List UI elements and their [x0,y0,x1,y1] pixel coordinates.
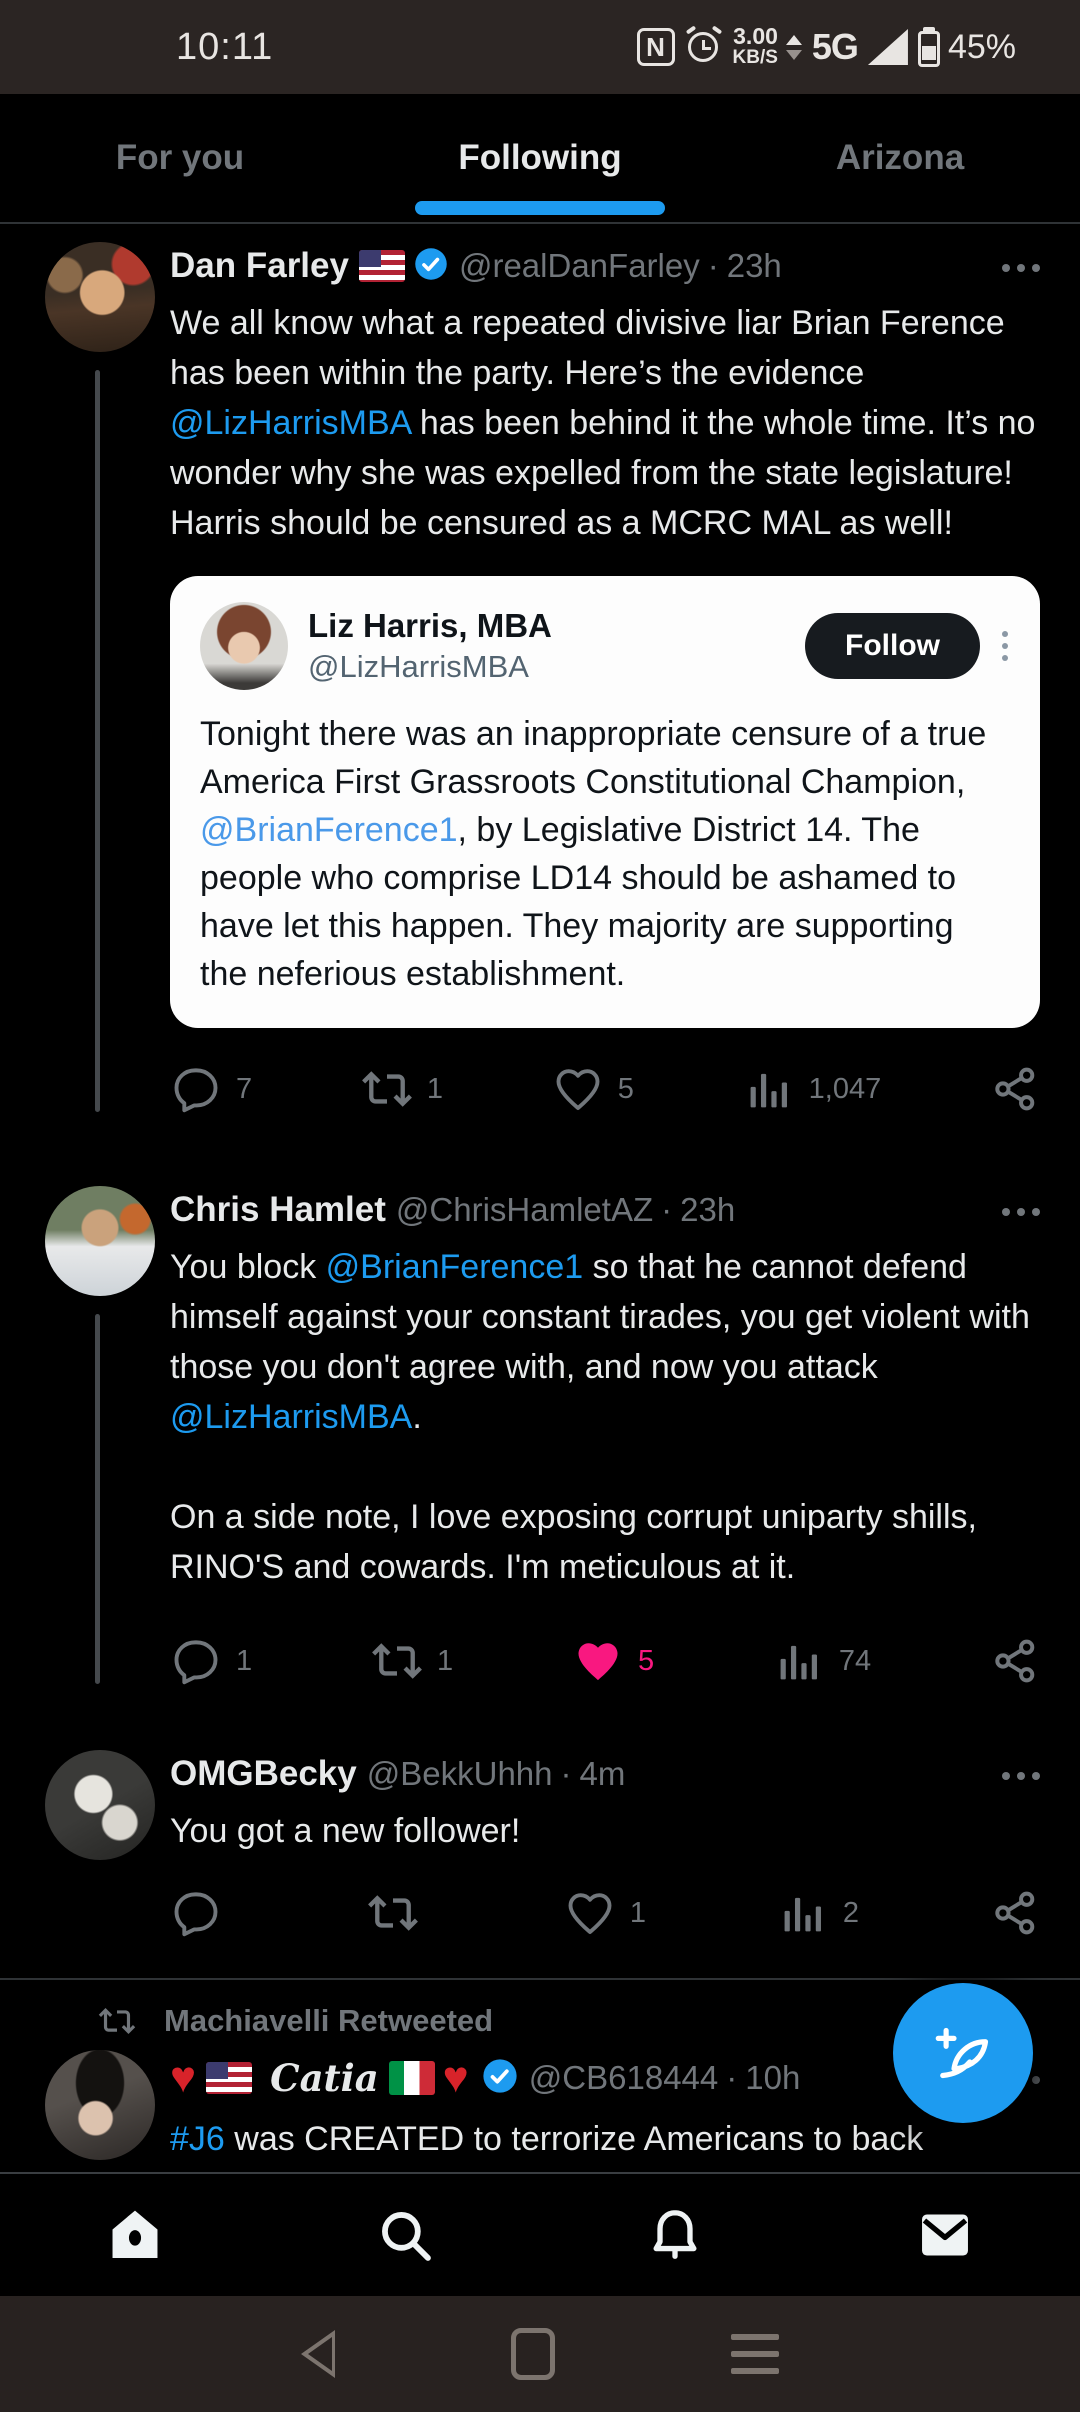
views-count: 1,047 [808,1072,882,1105]
tweet-omgbecky[interactable]: OMGBecky @BekkUhhh · 4m You got a new follower! 1 2 [0,1732,1080,1978]
engagement-bar [170,1062,1040,1116]
views-count: 2 [842,1896,860,1929]
retweet-button[interactable] [371,1635,453,1687]
tweet-timestamp: 4m [579,1755,626,1792]
tab-following[interactable]: Following [360,94,720,222]
quoted-more-options-button[interactable] [1002,631,1008,661]
android-navigation-bar [0,2296,1080,2412]
tweet-chris-hamlet[interactable]: Chris Hamlet @ChrisHamletAZ · 23h You block @BrianFerence1 so that he cannot defend himself against your constant tirades, you get violent with those you don't agree with, and now you attack @LizHarrisMBA. On a side note, I love exposing corrupt uniparty shills, RINO'S and cowards. I'm meticulous at it. 1 1 5 74 [0,1168,1080,1732]
nav-home-button[interactable] [0,2206,270,2264]
follow-button[interactable]: Follow [805,613,980,679]
reply-count: 1 [236,1644,253,1677]
user-handle[interactable]: @CB618444 [528,2059,719,2096]
tweet-text: You got a new follower! [170,1812,521,1850]
more-options-button[interactable] [1002,1768,1040,1780]
verified-badge-icon [481,2057,519,2100]
mention-link[interactable]: @LizHarrisMBA [170,1398,413,1436]
status-bar [0,0,1080,94]
network-type: 5G [811,26,858,67]
share-button[interactable] [990,1636,1040,1686]
display-name[interactable]: Dan Farley [170,246,349,285]
tweet-timestamp: 10h [745,2059,801,2096]
timeline-feed [0,224,1080,2172]
user-handle[interactable]: @realDanFarley [458,247,700,284]
reply-button[interactable] [170,1063,252,1115]
tweet-text: You block @BrianFerence1 so that he cannot defend himself against your constant tirades, you get violent with those you don't agree with, and now you attack @LizHarrisMBA. [170,1248,1030,1436]
mention-link[interactable]: @BrianFerence1 [325,1248,584,1286]
compose-feather-icon [927,2017,999,2089]
share-button[interactable] [990,1064,1040,1114]
italy-flag-emoji [389,2061,435,2095]
reply-count: 7 [236,1072,253,1105]
thread-connector-line [95,370,100,1112]
like-count: 1 [629,1896,646,1929]
mail-icon [916,2206,974,2264]
views-button[interactable] [743,1063,882,1115]
retweet-count: 1 [436,1644,454,1677]
hashtag-link[interactable]: #J6 [170,2120,225,2158]
us-flag-emoji [206,2062,252,2094]
timeline-tab-bar [0,94,1080,224]
avatar-catia[interactable] [45,2050,155,2160]
like-count: 5 [637,1644,655,1677]
nav-messages-button[interactable] [810,2206,1080,2264]
reply-button[interactable] [170,1887,236,1939]
red-heart-emoji: ♥ [170,2053,197,2102]
display-name[interactable]: Chris Hamlet [170,1190,386,1229]
engagement-bar [170,1634,1040,1688]
more-options-button[interactable] [1002,260,1040,272]
retweet-count: 1 [426,1072,444,1105]
user-handle[interactable]: @ChrisHamletAZ [395,1191,654,1228]
like-count: 5 [617,1072,634,1105]
active-tab-underline [415,201,665,215]
tweet-catia[interactable]: ♥ Catia ♥ @CB618444 · 10h #J6 was CREATED to terrorize Americans to back [0,2040,1080,2164]
thread-connector-line [95,1314,100,1684]
like-button[interactable] [552,1063,634,1115]
share-button[interactable] [990,1888,1040,1938]
avatar-chris-hamlet[interactable] [45,1186,155,1296]
nfc-icon: N [637,28,675,66]
nav-search-button[interactable] [270,2206,540,2264]
battery-icon [918,27,940,67]
nav-notifications-button[interactable] [540,2206,810,2264]
avatar-omgbecky[interactable] [45,1750,155,1860]
search-icon [376,2206,434,2264]
quoted-user-handle[interactable]: @LizHarrisMBA [308,649,529,684]
like-button[interactable] [564,1887,646,1939]
network-speed: 3.00 KB/S [732,23,778,68]
android-back-button[interactable] [301,2330,335,2378]
data-transfer-arrows-icon [786,35,802,60]
quoted-display-name[interactable]: Liz Harris, MBA [308,607,552,644]
display-name[interactable]: Catia [270,2056,379,2100]
views-button[interactable] [777,1887,859,1939]
views-button[interactable] [773,1635,871,1687]
compose-tweet-fab[interactable] [893,1983,1033,2123]
quoted-tweet-text: Tonight there was an inappropriate censure of a true America First Grassroots Constitutional Champion, @BrianFerence1, by Legislative District 14. The people who comprise LD14 should be ashamed to have let this happen. They majority are supporting the neferious establishment. [200,715,987,993]
verified-badge-icon [413,246,449,287]
tab-for-you[interactable]: For you [115,138,245,177]
tweet-text: We all know what a repeated divisive liar Brian Ference has been within the party. Here’s the evidence @LizHarrisMBA has been behind it the whole time. It’s no wonder why she was expelled from the state legislature! Harris should be censured as a MCRC MAL as well! [170,304,1036,542]
avatar-liz-harris[interactable] [200,602,288,690]
quoted-tweet-card[interactable] [170,576,1040,1028]
tweet-dan-farley[interactable]: Dan Farley @realDanFarley · 23h We all know what a repeated divisive liar Brian Ference has been within the party. Here’s the evidence @LizHarrisMBA has been behind it the whole time. It’s no wonder why she was expelled from the state legislature! Harris should be censured as a MCRC MAL as well! Liz Harris, MBA @LizHarrisMBA Follow Tonight there was an inappropriate censure of a true America First Grassroots Constitutional Champion, @BrianFerence1, by Legislative District 14. The people who comprise LD14 should be ashamed to have let this happen. They majority are supporting the neferious establishment. 7 1 5 1,047 [0,224,1080,1168]
views-count: 74 [838,1644,872,1677]
app-bottom-nav [0,2172,1080,2296]
mention-link[interactable]: @LizHarrisMBA [170,404,411,442]
alarm-icon [685,28,723,66]
clock-time: 10:11 [176,25,274,68]
tab-arizona[interactable]: Arizona [835,138,965,177]
avatar-dan-farley[interactable] [45,242,155,352]
more-options-button[interactable] [1002,1204,1040,1216]
battery-percent: 45% [947,27,1016,66]
retweet-button[interactable] [361,1063,443,1115]
display-name[interactable]: OMGBecky [170,1754,357,1793]
reply-button[interactable] [170,1635,252,1687]
tweet-timestamp: 23h [680,1191,736,1228]
user-handle[interactable]: @BekkUhhh [366,1755,553,1792]
retweet-button[interactable] [367,1887,433,1939]
android-home-button[interactable] [511,2328,555,2380]
us-flag-emoji [359,250,405,282]
mention-link[interactable]: @BrianFerence1 [200,811,458,849]
bell-icon [646,2206,704,2264]
engagement-bar [170,1886,1040,1940]
retweet-icon [98,2002,136,2040]
signal-strength-icon [868,29,908,65]
retweet-banner-label: Machiavelli Retweeted [164,2003,494,2038]
tweet-timestamp: 23h [726,247,782,284]
tweet-text-paragraph-2: On a side note, I love exposing corrupt uniparty shills, RINO'S and cowards. I'm meticulous at it. [170,1498,977,1586]
home-icon [106,2206,164,2264]
tweet-text: #J6 was CREATED to terrorize Americans to back [170,2120,924,2158]
like-button-liked[interactable] [572,1635,654,1687]
red-heart-emoji: ♥ [442,2053,469,2102]
android-recents-button[interactable] [731,2334,779,2374]
